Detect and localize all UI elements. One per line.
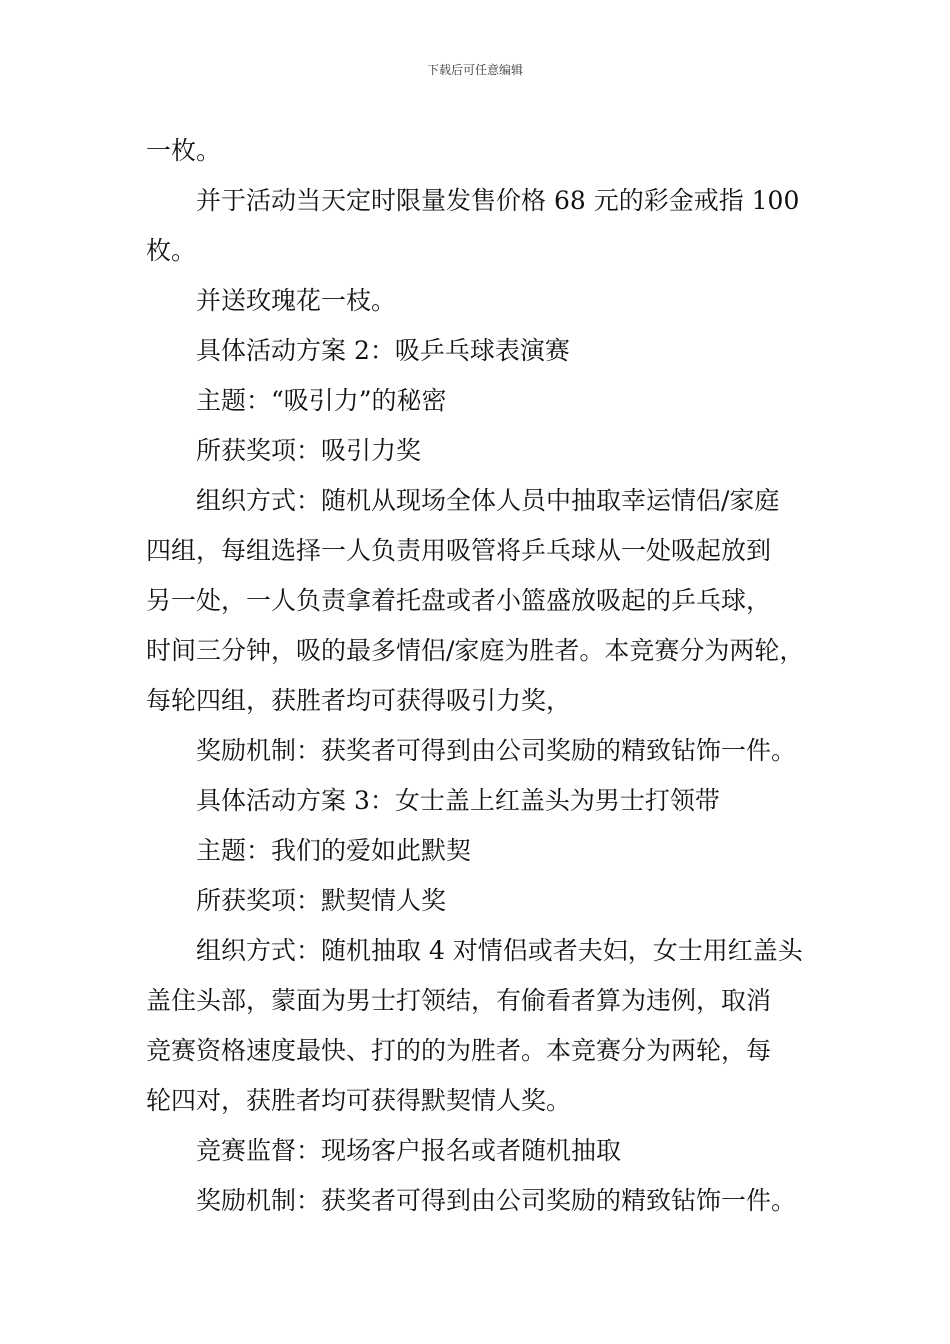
text-line: 所获奖项：吸引力奖 — [196, 436, 422, 465]
document-body — [146, 126, 826, 1226]
text-line: 主题：我们的爱如此默契 — [196, 836, 472, 865]
text-line: 所获奖项：默契情人奖 — [196, 886, 447, 915]
text-line: 每轮四组，获胜者均可获得吸引力奖， — [146, 686, 572, 715]
text-line: 主题：“吸引力”的秘密 — [196, 386, 447, 415]
text-line: 四组，每组选择一人负责用吸管将乒乓球从一处吸起放到 — [146, 536, 772, 565]
section-heading: 具体活动方案 3：女士盖上红盖头为男士打领带 — [196, 786, 720, 815]
text-line: 一枚。 — [146, 136, 222, 165]
text-line: 竞赛资格速度最快、打的的为胜者。本竞赛分为两轮，每 — [146, 1036, 772, 1065]
text-line: 竞赛监督：现场客户报名或者随机抽取 — [196, 1136, 622, 1165]
text-line: 并送玫瑰花一枝。 — [196, 286, 397, 315]
text-line: 组织方式：随机抽取 4 对情侣或者夫妇，女士用红盖头 — [196, 936, 803, 965]
text-line: 组织方式：随机从现场全体人员中抽取幸运情侣/家庭 — [196, 486, 780, 515]
text-line: 另一处，一人负责拿着托盘或者小篮盛放吸起的乒乓球， — [146, 586, 772, 615]
text-line: 奖励机制：获奖者可得到由公司奖励的精致钻饰一件。 — [196, 736, 797, 765]
text-line: 时间三分钟，吸的最多情侣/家庭为胜者。本竞赛分为两轮， — [146, 636, 805, 665]
text-line: 奖励机制：获奖者可得到由公司奖励的精致钻饰一件。 — [196, 1186, 797, 1215]
text-line: 盖住头部，蒙面为男士打领结，有偷看者算为违例，取消 — [146, 986, 772, 1015]
text-line: 并于活动当天定时限量发售价格 68 元的彩金戒指 100 — [196, 186, 800, 215]
text-line: 轮四对，获胜者均可获得默契情人奖。 — [146, 1086, 572, 1115]
text-line: 枚。 — [146, 236, 197, 265]
page-header: 下载后可任意编辑 — [426, 63, 523, 77]
section-heading: 具体活动方案 2：吸乒乓球表演赛 — [196, 336, 570, 365]
